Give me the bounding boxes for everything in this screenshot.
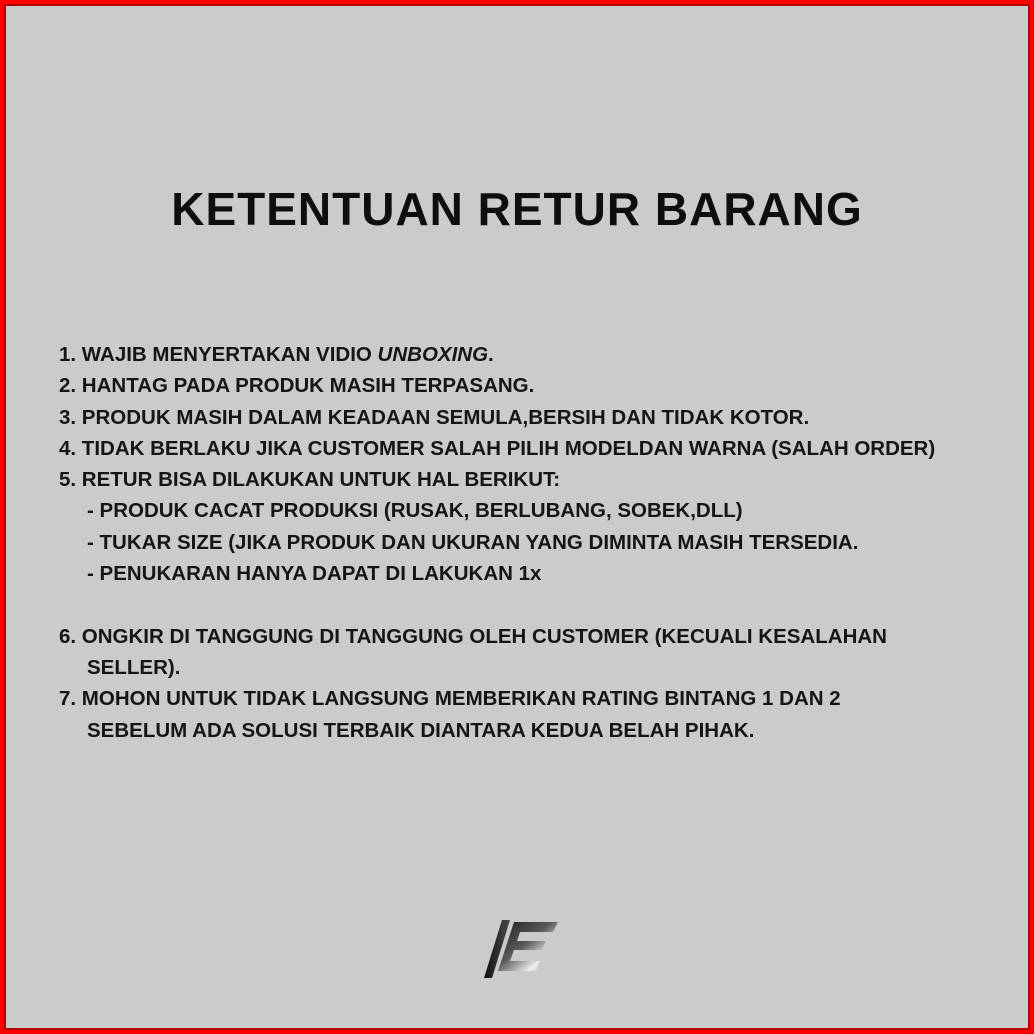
rule-2: 2. HANTAG PADA PRODUK MASIH TERPASANG. [59,374,535,398]
rule-6-continuation: SELLER). [87,655,181,679]
rule-1 [59,339,1019,370]
rule-1-suffix: . [488,343,494,366]
rule-5-sub-item: - TUKAR SIZE (JIKA PRODUK DAN UKURAN YANG DIMINTA MASIH TERSEDIA. [87,530,859,554]
spacer [59,589,1019,620]
rule-5-sub-item: - PENUKARAN HANYA DAPAT DI LAKUKAN 1x [87,562,542,586]
rule-3: 3. PRODUK MASIH DALAM KEADAAN SEMULA,BERSIH DAN TIDAK KOTOR. [59,405,810,429]
rule-1-emphasis: UNBOXING [377,343,489,366]
rule-7-continuation: SEBELUM ADA SOLUSI TERBAIK DIANTARA KEDUA BELAH PIHAK. [87,718,755,742]
rule-4: 4. TIDAK BERLAKU JIKA CUSTOMER SALAH PILIH MODELDAN WARNA (SALAH ORDER) [59,436,936,460]
rule-6: 6. ONGKIR DI TANGGUNG DI TANGGUNG OLEH CUSTOMER (KECUALI KESALAHAN [59,624,887,648]
return-policy-card [4,4,1030,1030]
rule-1-text: 1. WAJIB MENYERTAKAN VIDIO [59,343,378,366]
rule-7: 7. MOHON UNTUK TIDAK LANGSUNG MEMBERIKAN RATING BINTANG 1 DAN 2 [59,687,841,711]
rules-list [59,339,1019,746]
rule-5: 5. RETUR BISA DILAKUKAN UNTUK HAL BERIKUT: [59,468,561,492]
rule-5-sub-item: - PRODUK CACAT PRODUKSI (RUSAK, BERLUBANG, SOBEK,DLL) [87,499,743,523]
page-title: KETENTUAN RETUR BARANG [171,183,863,235]
brand-logo-icon [480,914,562,984]
